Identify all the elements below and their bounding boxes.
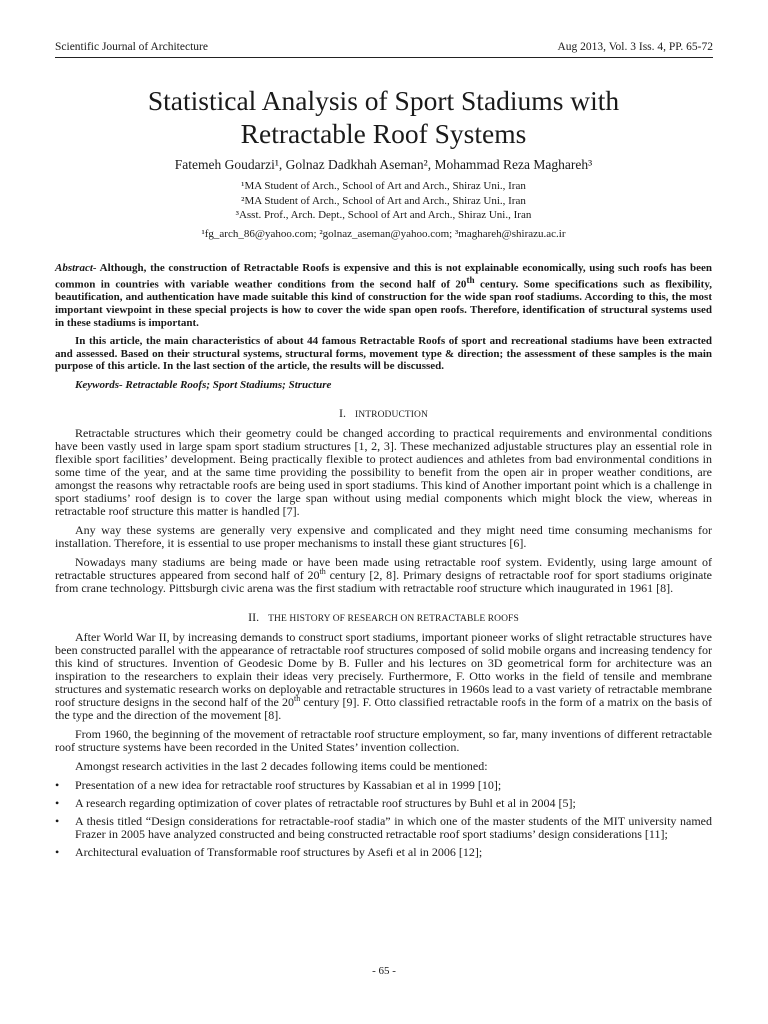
intro-paragraph-3: Nowadays many stadiums are being made or have been made using retractable roof system. Evidently, using large amount of retractable structures appeared from second half of 20th century [2, 8]. Primary designs of retractable roof for sport stadiums originate from crane technology. Pittsburgh civic arena was the first stadium with retractable roof structure which inaugurated in 1961 [8]. xyxy=(55,554,712,595)
section-number: I. xyxy=(339,405,346,420)
section-number: II. xyxy=(248,609,260,624)
research-list xyxy=(55,779,712,859)
history-paragraph-2: From 1960, the beginning of the movement of retractable roof structure employment, so far, many inventions of different retractable roof structure systems have been recorded in the United States’ invention collection. xyxy=(55,726,712,754)
history-paragraph-3: Amongst research activities in the last 2 decades following items could be mentioned: xyxy=(75,758,488,773)
list-item: • A thesis titled “Design considerations for retractable-roof stadia” in which one of the master students of the MIT university named Frazer in 2005 have analyzed constructed and being constructed retractable roof sport stadiums’ design considerations [11]; xyxy=(55,813,712,841)
list-item: • A research regarding optimization of cover plates of retractable roof structures by Buhl et al in 2004 [5]; xyxy=(55,795,576,810)
author-list: Fatemeh Goudarzi¹, Golnaz Dadkhah Aseman², Mohammad Reza Maghareh³ xyxy=(174,157,593,172)
affiliation-2: ²MA Student of Arch., School of Art and Arch., Shiraz Uni., Iran xyxy=(241,194,526,207)
intro-paragraph-1: Retractable structures which their geometry could be changed according to practical requirements and environmental conditions have been vastly used in large spam sport stadium structures [1, 2, 3]. These mechanized adjustable structures play an essential role in flexible sport facilities’ development. Being practically flexible to protect audiences and athletes from bad environmental conditions in some time of the year, and at the same time providing the possibility to benefit from the open air in proper weather conditions, are amongst the reasons why retractable roofs are being used in sport stadiums. This kind of Another important point which is a challenge in sport stadiums’ roof design is to cover the large span without using medial components which might block the view, whereas in retractable roof structure this matter is handled [7]. xyxy=(55,425,712,518)
section-heading-introduction xyxy=(55,406,712,421)
running-header xyxy=(55,41,713,58)
issue-info: Aug 2013, Vol. 3 Iss. 4, PP. 65-72 xyxy=(557,41,713,53)
bullet-icon: • xyxy=(55,813,60,828)
history-paragraph-1: After World War II, by increasing demands to construct sport stadiums, important pioneer works of slight retractable structures have been constructed parallel with the appearance of retractable roof structures composed of solid mobile organs and increasing tendency for this kind of structures. Invention of Geodesic Dome by B. Fuller and his lectures on 3D geometrical form for architecture was an inspiration to the researchers to explain their ideas very precisely. Furthermore, F. Otto works in the field of tensile and membrane structures and systematic research works on deployable and retractable structures in 1960s lead to a vast variety of retractable membrane roof structure designs in the second half of the 20th century [9]. F. Otto classified retractable roofs in the form of a matrix on the basis of the type and the direction of the movement [8]. xyxy=(55,629,713,722)
keywords: Keywords- Retractable Roofs; Sport Stadiums; Structure xyxy=(75,378,332,391)
affiliations xyxy=(55,179,712,223)
affiliation-1: ¹MA Student of Arch., School of Art and Arch., Shiraz Uni., Iran xyxy=(241,180,526,192)
abstract-label: Abstract- xyxy=(55,261,97,274)
section-title: THE HISTORY OF RESEARCH ON RETRACTABLE ROOFS xyxy=(268,613,519,624)
abstract xyxy=(55,262,712,373)
paper-content xyxy=(55,84,712,864)
bullet-icon: • xyxy=(55,844,60,859)
affiliation-3: ³Asst. Prof., Arch. Dept., School of Art and Arch., Shiraz Uni., Iran xyxy=(235,209,532,221)
page-number: - 65 - xyxy=(372,965,396,977)
section-heading-history xyxy=(55,610,712,625)
journal-name: Scientific Journal of Architecture xyxy=(55,41,208,53)
paper-title xyxy=(55,84,712,150)
bullet-icon: • xyxy=(55,777,60,792)
intro-paragraph-2: Any way these systems are generally very expensive and complicated and they might need time consuming mechanisms for installation. Therefore, it is essential to use proper mechanisms to install these giant structures [6]. xyxy=(55,522,712,550)
title-line-1: Statistical Analysis of Sport Stadiums with xyxy=(147,85,620,116)
list-item: • Presentation of a new idea for retractable roof structures by Kassabian et al in 1999 [10]; xyxy=(55,777,502,792)
bullet-icon: • xyxy=(55,795,60,810)
section-title: INTRODUCTION xyxy=(355,409,428,420)
list-item: • Architectural evaluation of Transformable roof structures by Asefi et al in 2006 [12]; xyxy=(55,844,483,859)
author-emails: ¹fg_arch_86@yahoo.com; ²golnaz_aseman@yahoo.com; ³maghareh@shirazu.ac.ir xyxy=(201,227,566,240)
abstract-paragraph-1: Abstract- Although, the construction of Retractable Roofs is expensive and this is not explainable economically, using such roofs has been common in countries with variable weather conditions from the second half of 20th century. Some specifications such as flexibility, beautification, and authentication have made suitable this kind of construction for the wide span roof stadiums. According to this, the most important viewpoint in these special projects is how to cover the wide span open roofs. Therefore, identification of structural systems used in these stadiums is important. xyxy=(55,261,712,329)
title-line-2: Retractable Roof Systems xyxy=(240,118,527,149)
abstract-paragraph-2: In this article, the main characteristics of about 44 famous Retractable Roofs of sport and recreational stadiums have been extracted and assessed. Based on their structural systems, structural forms, movement type & direction; the assessment of these samples is the main purpose of this article. In the last section of the article, the results will be discussed. xyxy=(55,335,712,373)
